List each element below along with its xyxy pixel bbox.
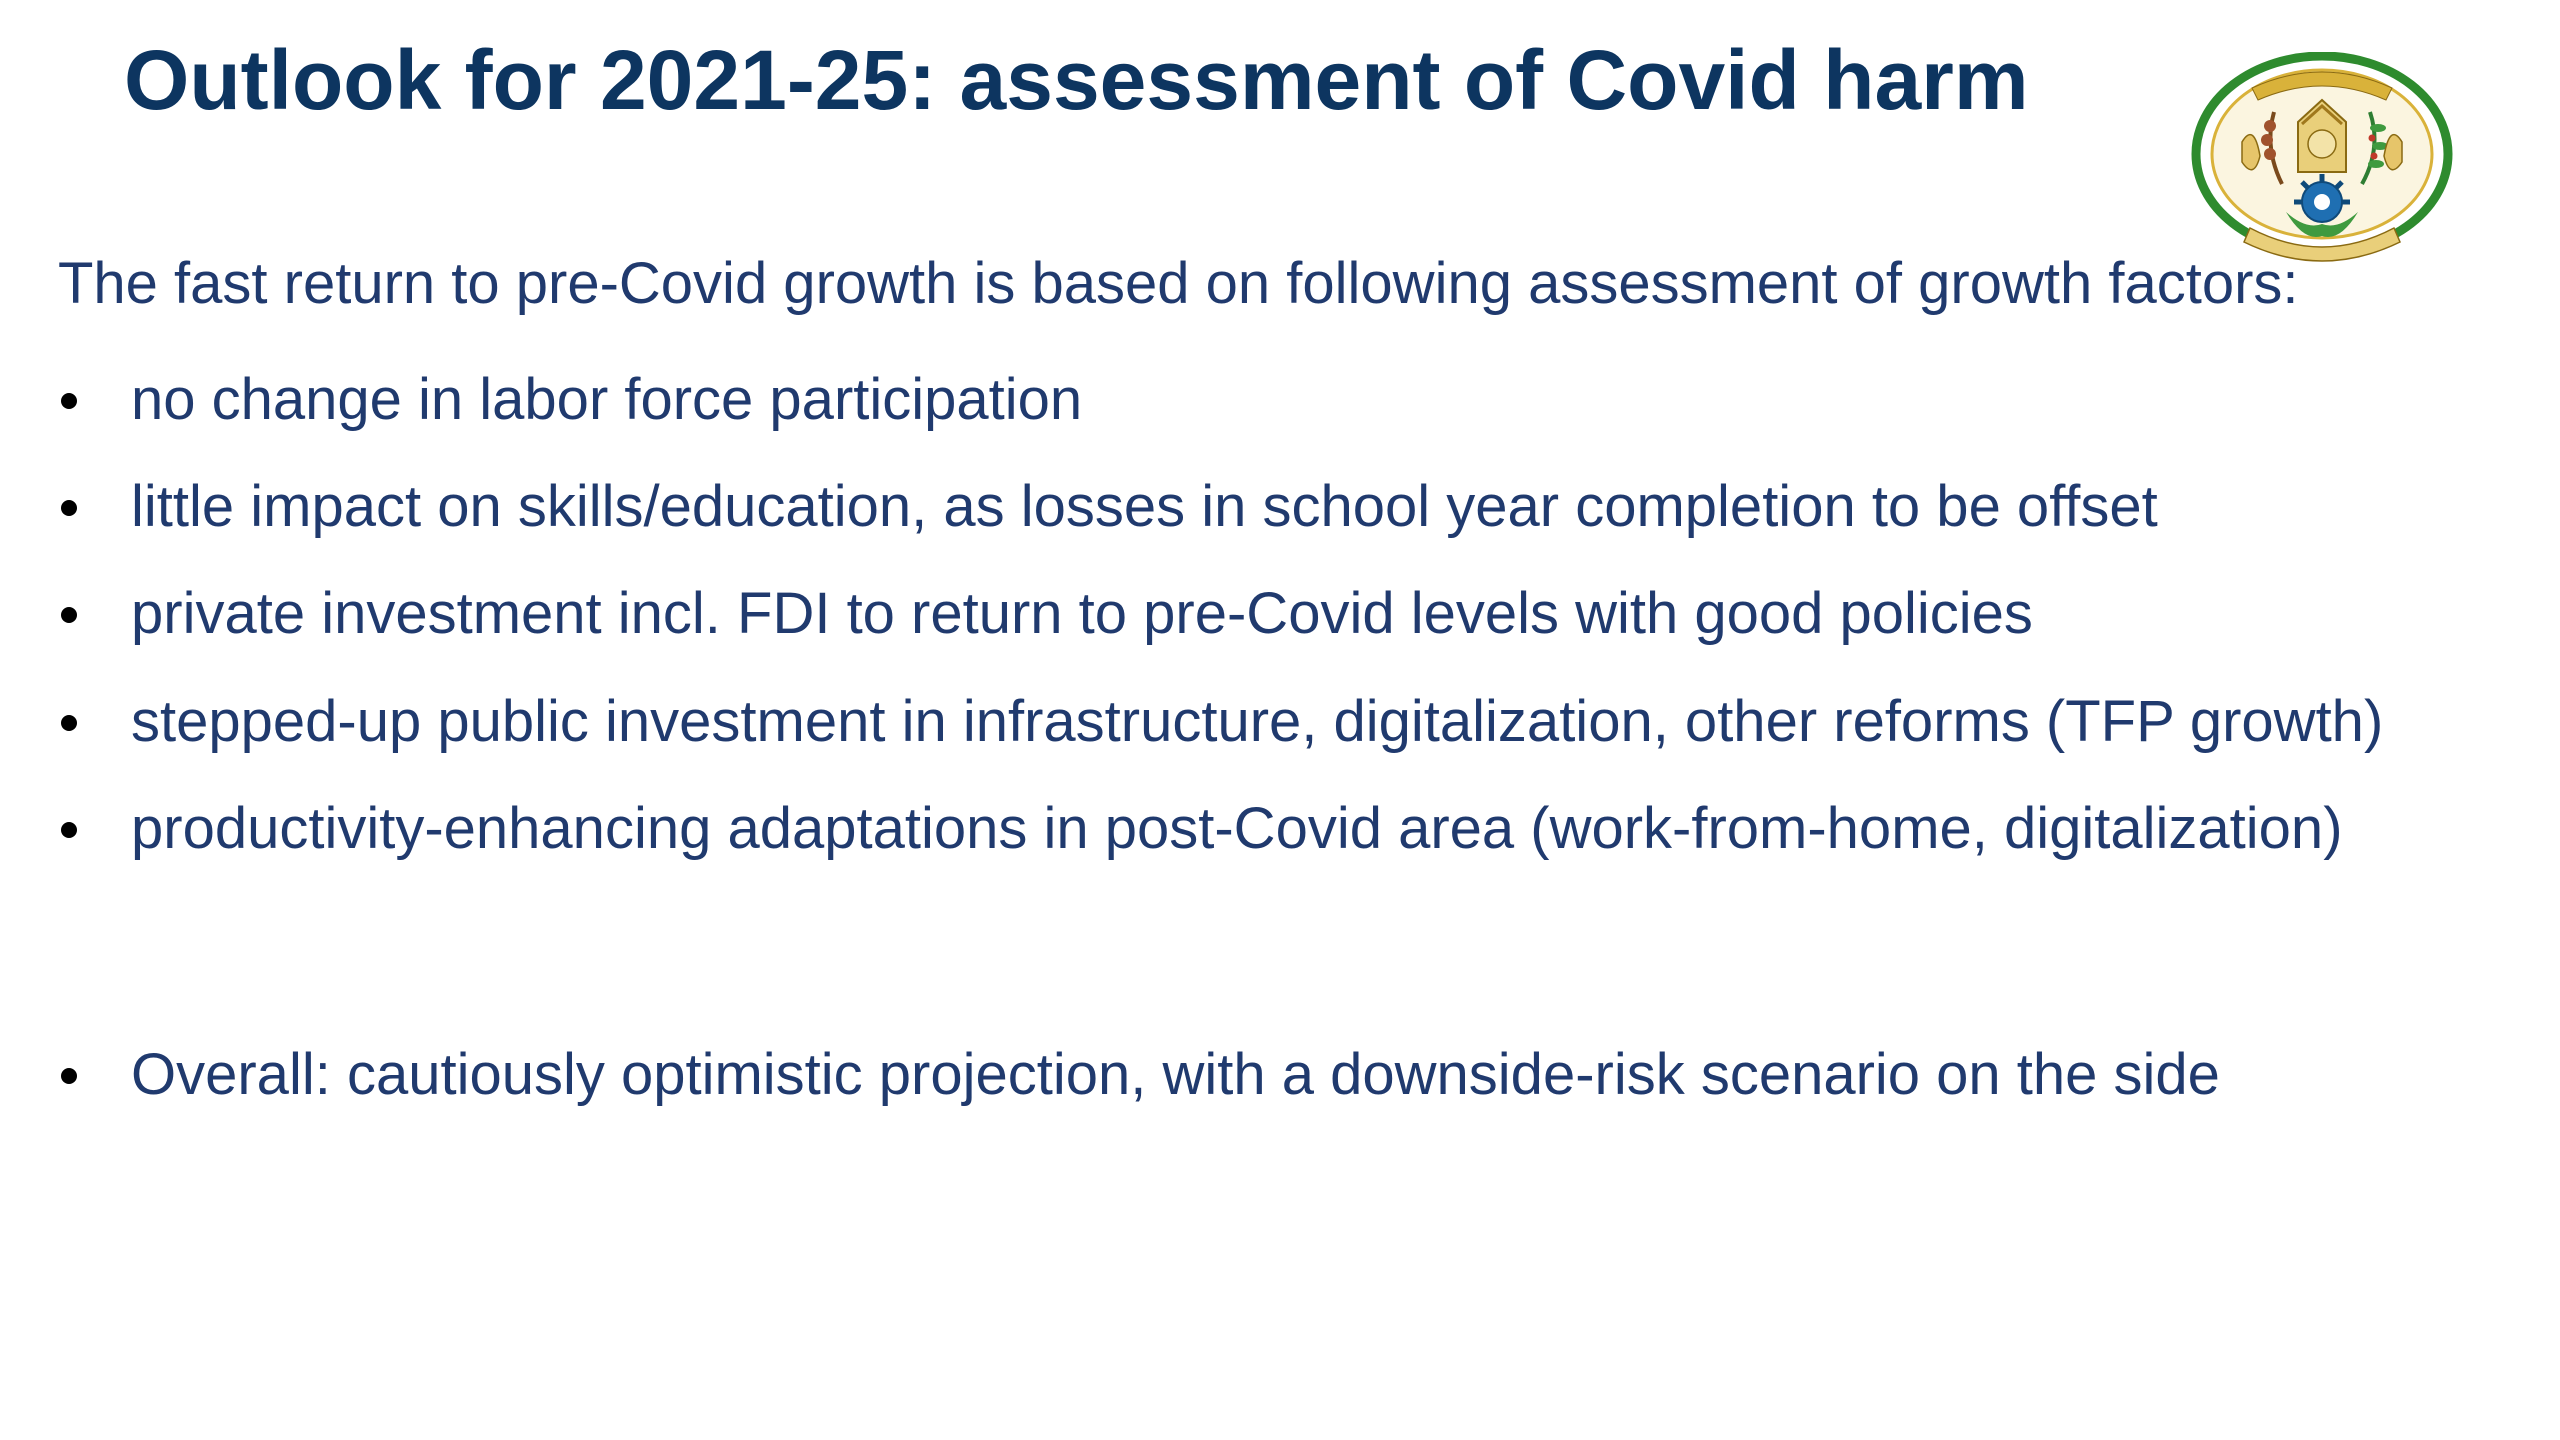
bullet-dot-icon <box>61 607 77 623</box>
coat-of-arms-emblem <box>2190 52 2455 272</box>
bullet-text: no change in labor force participation <box>131 367 1083 432</box>
bullet-dot-icon <box>61 715 77 731</box>
national-coat-of-arms-icon <box>2190 52 2455 272</box>
bullet-text: little impact on skills/education, as losses in school year completion to be offset <box>131 474 2158 539</box>
bullet-dot-icon <box>61 822 77 838</box>
bullet-dot-icon <box>61 393 77 409</box>
bullet-text-overall: Overall: cautiously optimistic projection, with a downside-risk scenario on the side <box>131 1042 2220 1107</box>
bullet-dot-icon <box>61 500 77 516</box>
slide-title: Outlook for 2021-25: assessment of Covid harm <box>124 33 2029 127</box>
bullet-text: productivity-enhancing adaptations in post-Covid area (work-from-home, digitalization) <box>131 796 2343 861</box>
intro-text: The fast return to pre-Covid growth is based on following assessment of growth factors: <box>58 251 2299 316</box>
bullet-text: stepped-up public investment in infrastructure, digitalization, other reforms (TFP growth) <box>131 689 2384 754</box>
bullet-text: private investment incl. FDI to return to pre-Covid levels with good policies <box>131 581 2033 646</box>
bullet-dot-icon <box>61 1068 77 1084</box>
